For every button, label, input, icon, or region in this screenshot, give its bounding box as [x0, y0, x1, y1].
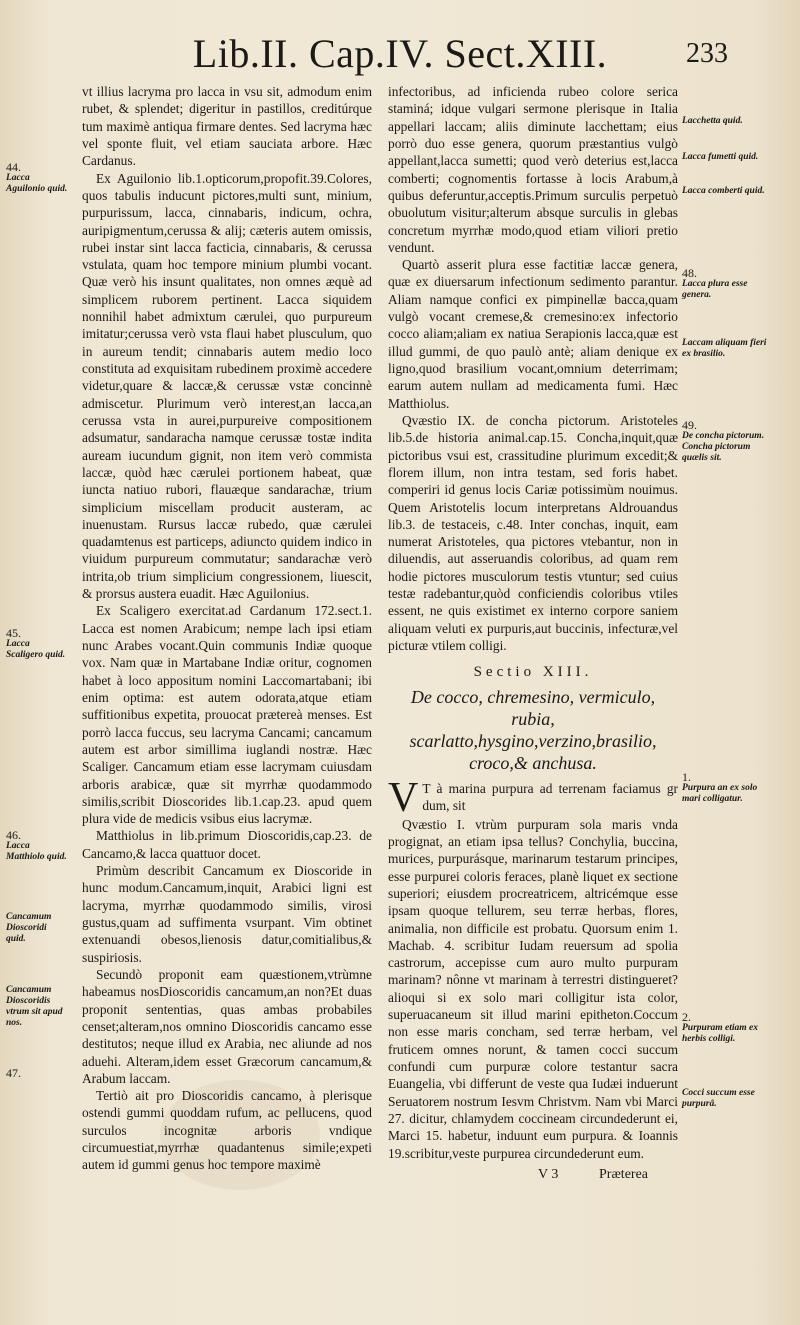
margin-note: Cancamum Dioscoridis vtrum sit apud nos. [6, 985, 63, 1028]
paragraph: Qvæstio IX. de concha pictorum. Aristoteles lib.5.de historia animal.cap.15. Concha,inquit,quæ pictoribus vsui est, crassitudine plurimum excedit;& florem illum, non intra testam, sed foris habet. comperiri id genus locis Cariæ potissimùm nouimus. Quem Aristotelis locum interpretans Aldrouandus lib.3. de testaceis, c.48. Inter conchas, inquit, eam numerat Aristoteles, qua pictores vtebantur, non in diluendis, aut asseruandis coloribus, ad quam rem hodie pictores musculorum testis vtuntur; sed cuius testæ radebantur,quòd conficiendis coloribus vtiles essent, ne quis existimet ex interno corpore saniem aliquam veluti ex purpuris,aut buccinis, infecturæ,vel picturæ vtilem colligi. [388, 412, 678, 653]
margin-note: Cancamum Dioscoridi quid. [6, 912, 52, 944]
signature-mark: V 3 [538, 1166, 559, 1182]
paragraph: Quartò asserit plura esse factitiæ laccæ genera, quæ ex diuersarum infectionum sedimento parantur. Aliam namque confici ex pimpinellæ bacca,quam vulgò vocant cremese,& cremesino:ex infectorio cocco aliam;aliam ex natiua Serapionis lacca,quæ est illud gummi, de quo paulò antè; aliam denique ex ligno,quod brasilium vocant,omnium deterrimam; earum autem nullam ad medicamenta fumi. Hæc Matthiolus. [388, 257, 678, 411]
paragraph: Ex Aguilonio lib.1.opticorum,propofit.39.Colores, quos tabulis inducunt pictores,multi sunt, minium, purpurissum, lacca, cinnabaris, indicum, ochra, auripigmentum,cerussa & alij; cæteris autem omissis, rubei instar sint lacca facticia, cinnabaris, & cerussa vstulata, quam hoc tempore minium plumbi vocant. Quæ verò his insunt qualitates, non omnes æquè ad simplicem ruborem pertinent. Lacca siquidem nonnihil habet admixtum cærulei, quo purpureum imitatur;cerussa verò vsta flaui habet plusculum, quo in aureum tendit; cinnabaris autem medio loco constituta ad exquisitam rubedinem proximè accedere videtur,quare & laccæ,& cerussæ vstæ concinnè admiscetur. Plurimum verò interest,an lacca,an cerussa vsta in aurei,purpureive compositionem adsumatur, sandaracha namque cerussæ tostæ indita auream iucundum gignit, non item verò commista laccæ, quòd hæc cærulei portionem habeat, quæ iuncta natiuo rubori, flauæque sandarachæ, trium simplicium miscellam producit austeram, ac inuenustam. Rursus laccæ rubedo, quæ cærulei quadamtenus est particeps, adiuncto quidem indico in viuidum purpureum commutatur; sandarachæ verò intrita,ob trium simplicium congressionem, liuescit, & prorsus austera euadit. Hæc Aguilonius. [82, 170, 372, 602]
margin-note: 49. De concha pictorum. Concha pictorum quælis sit. [682, 418, 765, 463]
margin-note: 47. [6, 1066, 21, 1080]
margin-note: Lacca comberti quid. [682, 186, 765, 196]
right-column [388, 83, 678, 1183]
page-number: 233 [686, 38, 728, 69]
paragraph: infectoribus, ad inficienda rubeo colore serica staminá; idque vulgari sermone plerisque in Italia appellari laccam; aliis diminute lacchettam; eius porrò duo esse genera, quorum præstantius vulgò appellant,lacca sumetti; quod verò deterius est,lacca comberti; cognomentis fortasse à locis Arabum,à quibus deferuntur,acceptis.Primum surculis perpetuò obuolutum visitur;alterum absque surculis in glebas concretum myrrhæ modo,quod etiam viliori pretio vendunt. [388, 84, 678, 255]
paragraph: Secundò proponit eam quæstionem,vtrùmne habeamus nosDioscoridis cancamum,an non?Et duas proponit sententias, quas ambas probabiles censet;alteram,nos omnino Dioscoridis cancamo esse destitutos; neque illud ex Arabia, nec aliunde ad nos aduehi. Alteram,idem esset Græcorum cancamum,& Arabum laccam. [82, 966, 372, 1086]
section-heading: Sectio XIII. [473, 664, 593, 681]
margin-note: Cocci succum esse purpurâ. [682, 1088, 755, 1109]
margin-note: 45. Lacca Scaligero quid. [6, 626, 66, 660]
section-first-paragraph [388, 774, 678, 821]
page-header [0, 30, 800, 80]
margin-note: 44. Lacca Aguilonio quid. [6, 160, 68, 194]
running-head: Lib.II. Cap.IV. Sect.XIII. [192, 31, 608, 76]
paragraph: vt illius lacryma pro lacca in vsu sit, admodum enim rubet, & splendet; digeritur in pastillos, creditúrque tum maximè antiqua firmare dentes. Sed lacryma hæc vel sponte fluit, vel etiam sauciata arbore. Hæc Cardanus. [82, 84, 372, 169]
catchword: Præterea [599, 1166, 648, 1182]
margin-note: Lacca fumetti quid. [682, 152, 759, 162]
paragraph: Qvæstio I. vtrùm purpuram sola maris vnda progignat, an etiam ipsa tellus? Conchylia, buccina, murices, purpurásque, marinarum testarum principes, esse purpurei coloris feraces, planè liquet ex sectione superiori; eiusdem procreatricem, altricémque esse ipsam quoque tellurem, seu terræ herbas, flores, animalia, non difficile est probatu. Quorsum enim 1. Machab. 4. scribitur Iudam reuersum ad spolia castrorum, accepisse cum auro multo purpuram marinam? nônne vt marinam à terrestri distingueret? alioqui si ex solo mari colligitur ista color, superuacaneum sit illud marini epitheton.Coccum non esse maris concham, sed terræ herbam, vel fruticem omnes norunt, & tamen cocci succum confundi cum purpuræ colore testantur sacra Euangelia, vbi differunt de veste qua Iudæi induerunt Seruatorem nostrum Iesvm Christvm. Nam vbi Marci 27. dicitur, chlamydem coccineam circundederunt ei, Marci 15. habetur, induunt eum purpura. & Ioannis 19.scribitur,veste purpurea circundederunt eum. [388, 816, 678, 1161]
margin-note: Laccam aliquam fieri ex brasilio. [682, 338, 767, 359]
paragraph: Tertiò ait pro Dioscoridis cancamo, à plerisque ostendi gummi quoddam rufum, ac pellucens, quod surculos incognitæ arboris vndique circumuestiat,myrrhæ quadantenus simile;expeti autem id gummi genus hoc tempore maximè [82, 1088, 372, 1173]
margin-note: 46. Lacca Matthiolo quid. [6, 828, 67, 862]
paragraph: Primùm describit Cancamum ex Dioscoride in hunc modum.Cancamum,inquit, Arabici ligni est lacryma, myrrhæ quodammodo similis, virosi gustus,quam ad suffimenta vsurpant. Vim obtinet extenuandi obesos,lienosis datur,comitialibus,& suspiriosis. [82, 863, 372, 965]
drop-cap: V [388, 774, 419, 821]
signature-line [388, 1166, 678, 1183]
paragraph-text: T à marina purpura ad terrenam faciamus gr dum, sit [422, 780, 678, 813]
section-title: De cocco, chremesino, vermiculo, rubia, scarlatto,hysgino,verzino,brasilio, croco,& anchusa. [409, 686, 657, 773]
paragraph: Ex Scaligero exercitat.ad Cardanum 172.sect.1. Lacca est nomen Arabicum; nempe lach ipsi etiam nunc Arabes vocant.Quin communis Indiæ quoque vox. Nam quæ in Martabane Indiæ oritur, cognomen habet à loco appositum nomini Laccomartabani; ibi enim optima: est autem odorata,atque etiam suffitionibus expetita, prouocat prætereà menses. Est porrò lacca fuccus, seu lacryma Cancami; cancamum autem est arbor simillima iuglandi nostræ. Hæc Scaliger. Cancamum etiam esse lacrymam cuiusdam arboris arabicæ, quæ sit myrrhæ quodammodo similis,scribit Dioscorides lib.1.cap.23. apud quem plura vide de medicis vsibus eius lacrymæ. [82, 603, 372, 827]
paragraph: Matthiolus in lib.primum Dioscoridis,cap.23. de Cancamo,& lacca quattuor docet. [82, 828, 372, 861]
left-column [82, 83, 372, 1174]
margin-note: 48. Lacca plura esse genera. [682, 266, 748, 300]
margin-note: 2. Purpuram etiam ex herbis colligi. [682, 1010, 759, 1044]
margin-note: 1. Purpura an ex solo mari colligatur. [682, 770, 758, 804]
margin-note: Lacchetta quid. [682, 116, 743, 126]
